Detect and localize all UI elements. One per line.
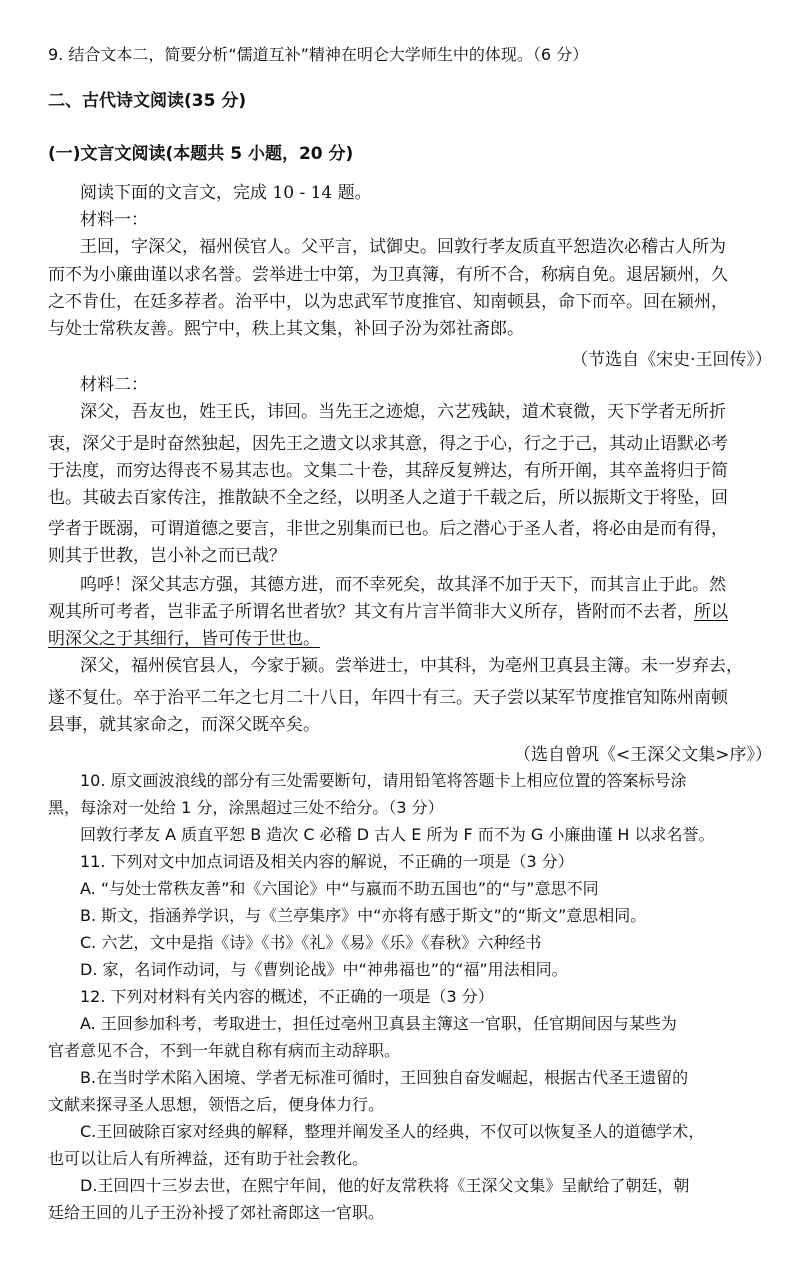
question-10-options: 回敦行孝友 A 质直平恕 B 造次 C 必稽 D 古人 E 所为 F 而不为 G 小廉曲谨 H 以求名誉。 <box>80 825 715 844</box>
material1-line: 而不为小廉曲谨以求名誉。尝举进士中第，为卫真簿，有所不合，称病自免。退居颍州，久 <box>48 265 728 285</box>
question-12-option: 官者意见不合，不到一年就自称有病而主动辞职。 <box>48 1041 401 1060</box>
question-9: 9. 结合文本二，简要分析“儒道互补”精神在明仑大学师生中的体现。（6 分） <box>48 45 589 64</box>
underlined-text: 明深父之于其细行，皆可传于世也。 <box>48 629 320 649</box>
material2-line: 学者于既溺，可谓道德之要言，非世之别集而已也。后之潜心于圣人者，将必由是而有得， <box>48 519 728 539</box>
material1-line: 王回，字深父，福州侯官人。父平言，试御史。回敦行孝友质直平恕造次必稽古人所为 <box>80 237 726 257</box>
material2-line: 也。其破去百家传注，推散缺不全之经，以明圣人之道于千载之后，所以振斯文于将坠，回 <box>48 488 728 508</box>
material1-line: 与处士常秩友善。熙宁中，秩上其文集，补回子汾为郊社斋郎。 <box>48 319 524 339</box>
material2-text: 观其所可考者，岂非孟子所谓名世者欤？其文有片言半简非大义所存，皆附而不去者， <box>48 602 694 622</box>
question-10: 10. 原文画波浪线的部分有三处需要断句，请用铅笔将答题卡上相应位置的答案标号涂 <box>80 771 687 790</box>
question-12-option: D.王回四十三岁去世，在熙宁年间，他的好友常秩将《王深父文集》呈献给了朝廷，朝 <box>80 1176 690 1195</box>
material2-source: （选自曾巩《<王深父文集>序》） <box>514 745 772 765</box>
question-12-option: C.王回破除百家对经典的解释，整理并阐发圣人的经典，不仅可以恢复圣人的道德学术， <box>80 1122 705 1141</box>
question-12-option: 文献来探寻圣人思想，领悟之后，便身体力行。 <box>48 1095 385 1114</box>
question-11-option: C. 六艺，文中是指《诗》《书》《礼》《易》《乐》《春秋》六种经书 <box>80 933 542 952</box>
material2-line: 于法度，而穷达得丧不易其志也。文集二十卷，其辞反复辨达，有所开阐，其卒盖将归于简 <box>48 461 728 481</box>
question-10: 黑，每涂对一处给 1 分，涂黑超过三处不给分。（3 分） <box>48 798 444 817</box>
material1-line: 之不肯仕，在廷多荐者。治平中，以为忠武军节度推官、知南顿县，命下而卒。回在颍州， <box>48 292 728 312</box>
question-11-option: A. “与处士常秩友善”和《六国论》中“与嬴而不助五国也”的“与”意思不同 <box>80 879 599 898</box>
material2-line: 呜呼！深父其志方强，其德方进，而不幸死矣，故其泽不加于天下，而其言止于此。然 <box>80 575 726 595</box>
question-11: 11. 下列对文中加点词语及相关内容的解说，不正确的一项是（3 分） <box>80 852 574 871</box>
question-11-option: D. 家，名词作动词，与《曹刿论战》中“神弗福也”的“福”用法相同。 <box>80 960 568 979</box>
material2-line: 衷，深父于是时奋然独起，因先王之遗文以求其意，得之于心，行之于己，其动止语默必考 <box>48 434 728 454</box>
question-11-option: B. 斯文，指涵养学识，与《兰亭集序》中“亦将有感于斯文”的“斯文”意思相同。 <box>80 906 647 925</box>
underlined-text: 所以 <box>694 602 728 622</box>
section-title: 二、古代诗文阅读(35 分) <box>48 91 247 111</box>
material2-line: 深父，吾友也，姓王氏，讳回。当先王之迹熄，六艺残缺，道术衰微，天下学者无所折 <box>80 402 726 422</box>
material1-label: 材料一： <box>80 210 148 230</box>
material2-line: 深父，福州侯官县人，今家于颍。尝举进士，中其科，为亳州卫真县主簿。未一岁弃去， <box>80 656 743 676</box>
question-12-option: 廷给王回的儿子王汾补授了郊社斋郎这一官职。 <box>48 1203 385 1222</box>
question-12: 12. 下列对材料有关内容的概述，不正确的一项是（3 分） <box>80 987 494 1006</box>
material2-line <box>48 599 772 625</box>
material2-line: 遂不复仕。卒于治平二年之七月二十八日，年四十有三。天子尝以某军节度推官知陈州南顿 <box>48 688 728 708</box>
subsection-title: (一)文言文阅读(本题共 5 小题，20 分) <box>48 144 354 164</box>
material2-line <box>48 626 772 652</box>
material2-line: 则其于世教，岂小补之而已哉？ <box>48 546 286 566</box>
material2-label: 材料二： <box>80 375 148 395</box>
material1-source: （节选自《宋史·王回传》） <box>571 350 772 370</box>
instruction: 阅读下面的文言文，完成 10 - 14 题。 <box>80 183 372 203</box>
question-12-option: B.在当时学术陷入困境、学者无标准可循时，王回独自奋发崛起，根据古代圣王遗留的 <box>80 1068 689 1087</box>
material2-line: 县事，就其家命之，而深父既卒矣。 <box>48 715 320 735</box>
question-12-option: 也可以让后人有所裨益，还有助于社会教化。 <box>48 1149 369 1168</box>
question-12-option: A. 王回参加科考，考取进士，担任过亳州卫真县主簿这一官职，任官期间因与某些为 <box>80 1014 677 1033</box>
